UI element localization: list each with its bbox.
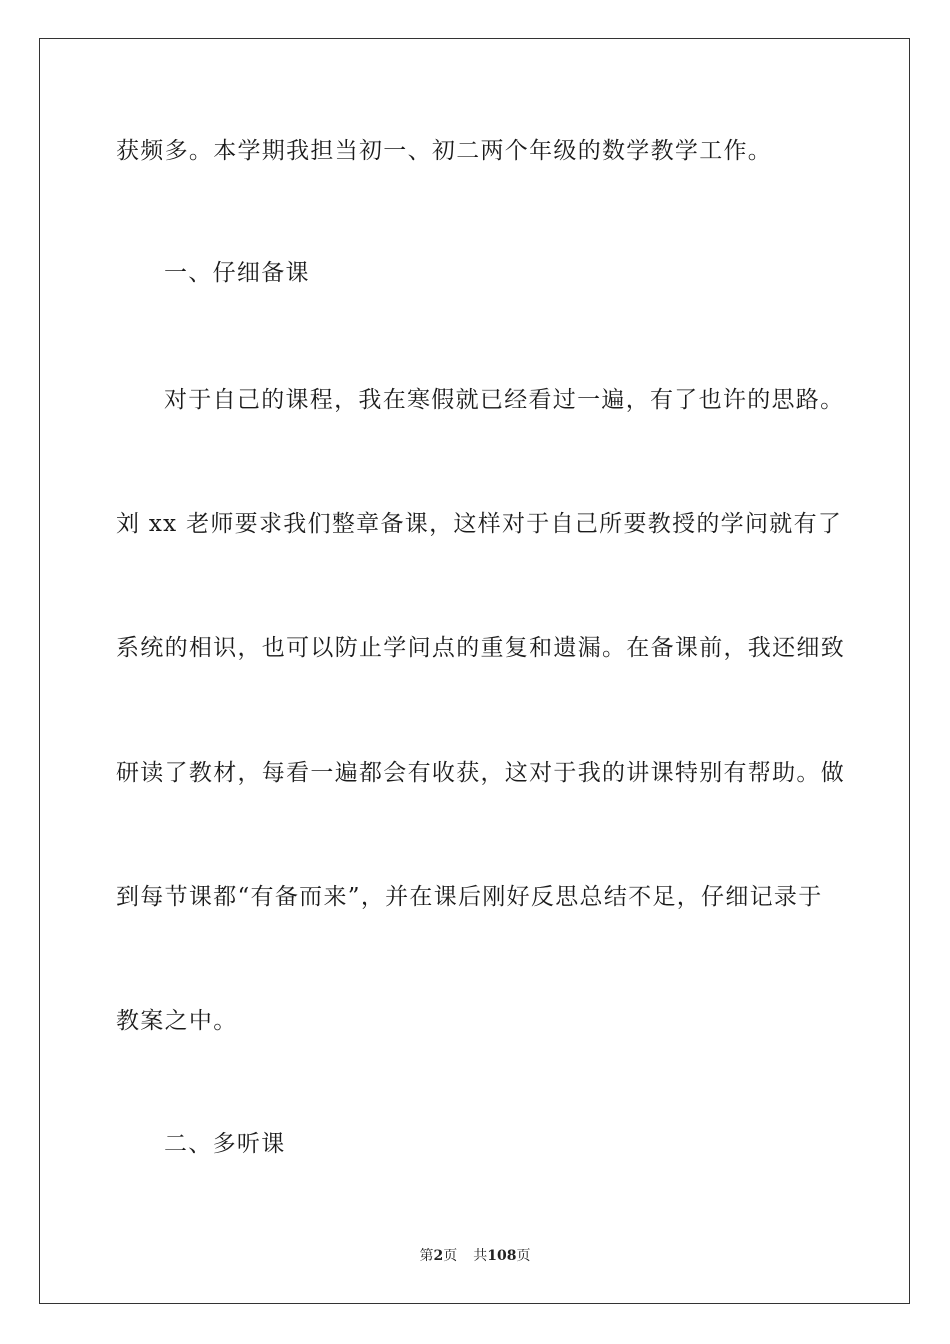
paragraph-line: 教案之中。 (116, 1008, 238, 1034)
total-pages: 108 (487, 1248, 517, 1264)
page-number: 2 (433, 1248, 444, 1264)
total-suffix: 页 (516, 1248, 531, 1264)
page-prefix: 第 (419, 1248, 434, 1264)
paragraph-line: 对于自己的课程，我在寒假就已经看过一遍，有了也许的思路。 (164, 387, 845, 413)
paragraph-line: 获频多。本学期我担当初一、初二两个年级的数学教学工作。 (116, 138, 773, 164)
total-prefix: 共 (473, 1248, 488, 1264)
page-border (39, 38, 910, 1304)
paragraph-line: 到每节课都“有备而来”，并在课后刚好反思总结不足，仔细记录于 (116, 884, 823, 910)
paragraph-line: 系统的相识，也可以防止学问点的重复和遗漏。在备课前，我还细致 (116, 635, 845, 661)
paragraph-line: 刘 xx 老师要求我们整章备课，这样对于自己所要教授的学问就有了 (116, 511, 843, 537)
paragraph-line: 研读了教材，每看一遍都会有收获，这对于我的讲课特别有帮助。做 (116, 760, 845, 786)
page-suffix: 页 (443, 1248, 458, 1264)
section-heading: 二、多听课 (164, 1131, 286, 1157)
section-heading: 一、仔细备课 (164, 260, 310, 286)
page-footer (0, 1247, 950, 1265)
